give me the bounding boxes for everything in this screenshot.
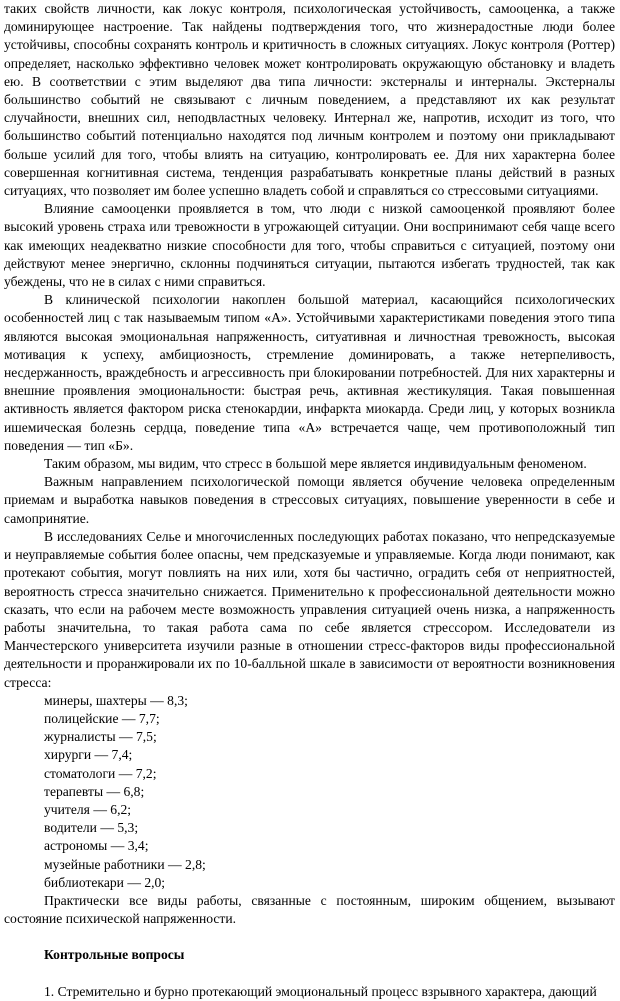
section-heading: Контрольные вопросы [44, 947, 185, 963]
list-item: терапевты — 6,8; [44, 783, 145, 799]
list-item: стоматологи — 7,2; [44, 765, 157, 781]
list-item: журналисты — 7,5; [44, 729, 157, 745]
list-item: хирурги — 7,4; [44, 747, 133, 763]
list-item: астрономы — 3,4; [44, 838, 149, 854]
question-item: 1. Стремительно и бурно протекающий эмоциональный процесс взрывного характера, дающий [44, 983, 597, 999]
list-item: учителя — 6,2; [44, 801, 132, 817]
paragraph-selye-research: В исследованиях Селье и многочисленных последующих работах показано, что непредсказуемые и неуправляемые события более опасны, чем предсказуемые и управляемые. Когда люди понимают, как протекают события, могут повлиять на них или, хотя бы частично, оградить себя от неприятностей, вероятность стресса значительно снижается. Применительно к профессиональной деятельности можно сказать, что если на рабочем месте возможность управления ситуацией очень низка, а напряженность работы значительна, то такая работа сама по себе является стрессором. Исследователи из Манчестерского университета изучили разные в отношении стресс-факторов виды профессиональной деятельности и проранжировали их по 10-балльной шкале в зависимости от вероятности возникновения стресса: [4, 528, 615, 690]
paragraph-closing: Практически все виды работы, связанные с постоянным, широким общением, вызывают состояние психической напряженности. [4, 892, 615, 927]
list-item: полицейские — 7,7; [44, 710, 160, 726]
profession-stress-list [4, 692, 615, 892]
paragraph-type-a: В клинической психологии накоплен большой материал, касающийся психологических особенностей лиц с так называемым типом «А». Устойчивыми характеристиками поведения этого типа являются высокая эмоциональная напряженность, ситуативная и личностная тревожность, высокая мотивация к успеху, амбициозность, стремление доминировать, а также нетерпеливость, несдержанность, враждебность и агрессивность при блокировании потребностей. Для них характерны и внешние проявления эмоциональности: быстрая речь, активная жестикуляция. Такая повышенная активность является фактором риска стенокардии, инфаркта миокарда. Среди лиц, у которых возникла ишемическая болезнь сердца, поведение типа «А» встречается чаще, чем противоположный тип поведения — тип «Б». [4, 292, 615, 453]
list-item: минеры, шахтеры — 8,3; [44, 692, 188, 708]
list-item: библиотекари — 2,0; [44, 874, 166, 890]
paragraph-psychological-help: Важным направлением психологической помощи является обучение человека определенным приемам и выработка навыков поведения в стрессовых ситуациях, повышение уверенности в себе и самопринятие. [4, 474, 615, 526]
paragraph-locus-of-control: таких свойств личности, как локус контроля, психологическая устойчивость, самооценка, а также доминирующее настроение. Так найдены подтверждения того, что жизнерадостные люди более устойчивы, способны сохранять контроль и критичность в сложных ситуациях. Локус контроля (Роттер) определяет, насколько эффективно человек может контролировать окружающую обстановку и владеть ею. В соответствии с этим выделяют два типа личности: экстерналы и интерналы. Экстерналы большинство событий не связывают с личным поведением, а представляют их как результат случайности, внешних сил, неподвластных человеку. Интернал же, напротив, исходит из того, что большинство событий потенциально находятся под личным контролем и поэтому они прикладывают больше усилий для того, чтобы влиять на ситуацию, контролировать ее. Для них характерна более совершенная когнитивная система, тенденция разрабатывать конкретные планы действий в разных ситуациях, что позволяет им более успешно владеть собой и справляться со стрессовыми ситуациями. [4, 1, 615, 199]
list-item: музейные работники — 2,8; [44, 856, 206, 872]
paragraph-self-esteem: Влияние самооценки проявляется в том, что люди с низкой самооценкой проявляют более высокий уровень страха или тревожности в угрожающей ситуации. Они воспринимают себя чаще всего как имеющих неадекватно низкие способности для того, чтобы справиться с ситуацией, поэтому они действуют менее энергично, склонны подчиняться ситуации, пытаются избегать трудностей, так как убеждены, что не в силах с ними справиться. [4, 201, 615, 290]
list-item: водители — 5,3; [44, 820, 139, 836]
paragraph-individual-phenomenon: Таким образом, мы видим, что стресс в большой мере является индивидуальным феноменом. [44, 456, 587, 472]
